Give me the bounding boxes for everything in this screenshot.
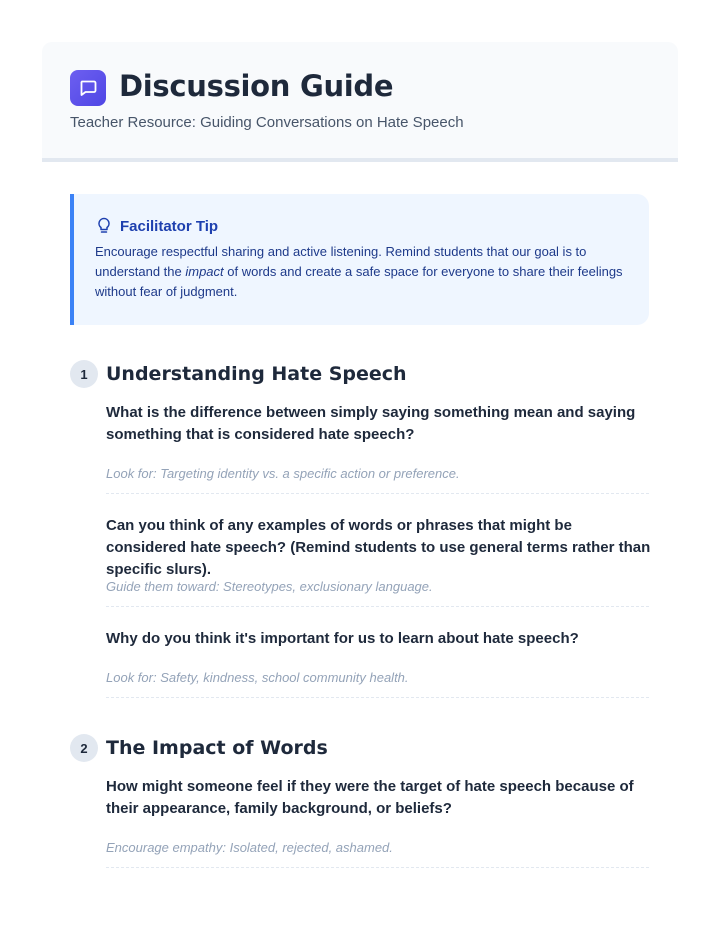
section-title: The Impact of Words [106, 737, 328, 759]
chat-bubble-icon [70, 70, 106, 106]
question-divider [106, 606, 649, 607]
facilitator-tip-heading [96, 216, 218, 236]
section-2-heading [70, 733, 328, 763]
page-subtitle: Teacher Resource: Guiding Conversations on Hate Speech [70, 114, 464, 131]
question-text: What is the difference between simply saying something mean and saying something that is considered hate speech? [106, 404, 636, 443]
tip-text-part: of words and create a safe space for everyone to share their feelings without fear of judgment. [95, 264, 623, 299]
facilitator-tip-text [95, 242, 635, 302]
question-text: Why do you think it's important for us to learn about hate speech? [106, 630, 579, 647]
page-title: Discussion Guide [119, 69, 394, 103]
facilitator-hint: Look for: Safety, kindness, school community health. [106, 670, 409, 685]
tip-text-emphasis: impact [185, 264, 224, 279]
question-divider [106, 493, 649, 494]
page-header [42, 42, 678, 162]
lightbulb-icon [96, 217, 112, 235]
facilitator-tip-title: Facilitator Tip [120, 217, 219, 235]
section-number-badge: 1 [70, 360, 98, 388]
question-text: Can you think of any examples of words or phrases that might be considered hate speech? (Remind students to use general terms rather than specific slurs). [106, 517, 651, 578]
section-number-badge: 2 [70, 734, 98, 762]
section-1-heading [70, 359, 407, 389]
facilitator-tip-box [70, 194, 649, 325]
section-title: Understanding Hate Speech [106, 363, 407, 385]
facilitator-hint: Guide them toward: Stereotypes, exclusionary language. [106, 579, 433, 594]
facilitator-hint: Encourage empathy: Isolated, rejected, ashamed. [106, 840, 393, 855]
tip-text-part: Encourage respectful sharing and active listening. Remind students that our goal is to understand the [95, 244, 587, 279]
facilitator-hint: Look for: Targeting identity vs. a specific action or preference. [106, 466, 460, 481]
question-divider [106, 697, 649, 698]
question-text: How might someone feel if they were the target of hate speech because of their appearance, family background, or beliefs? [106, 778, 634, 817]
question-divider [106, 867, 649, 868]
